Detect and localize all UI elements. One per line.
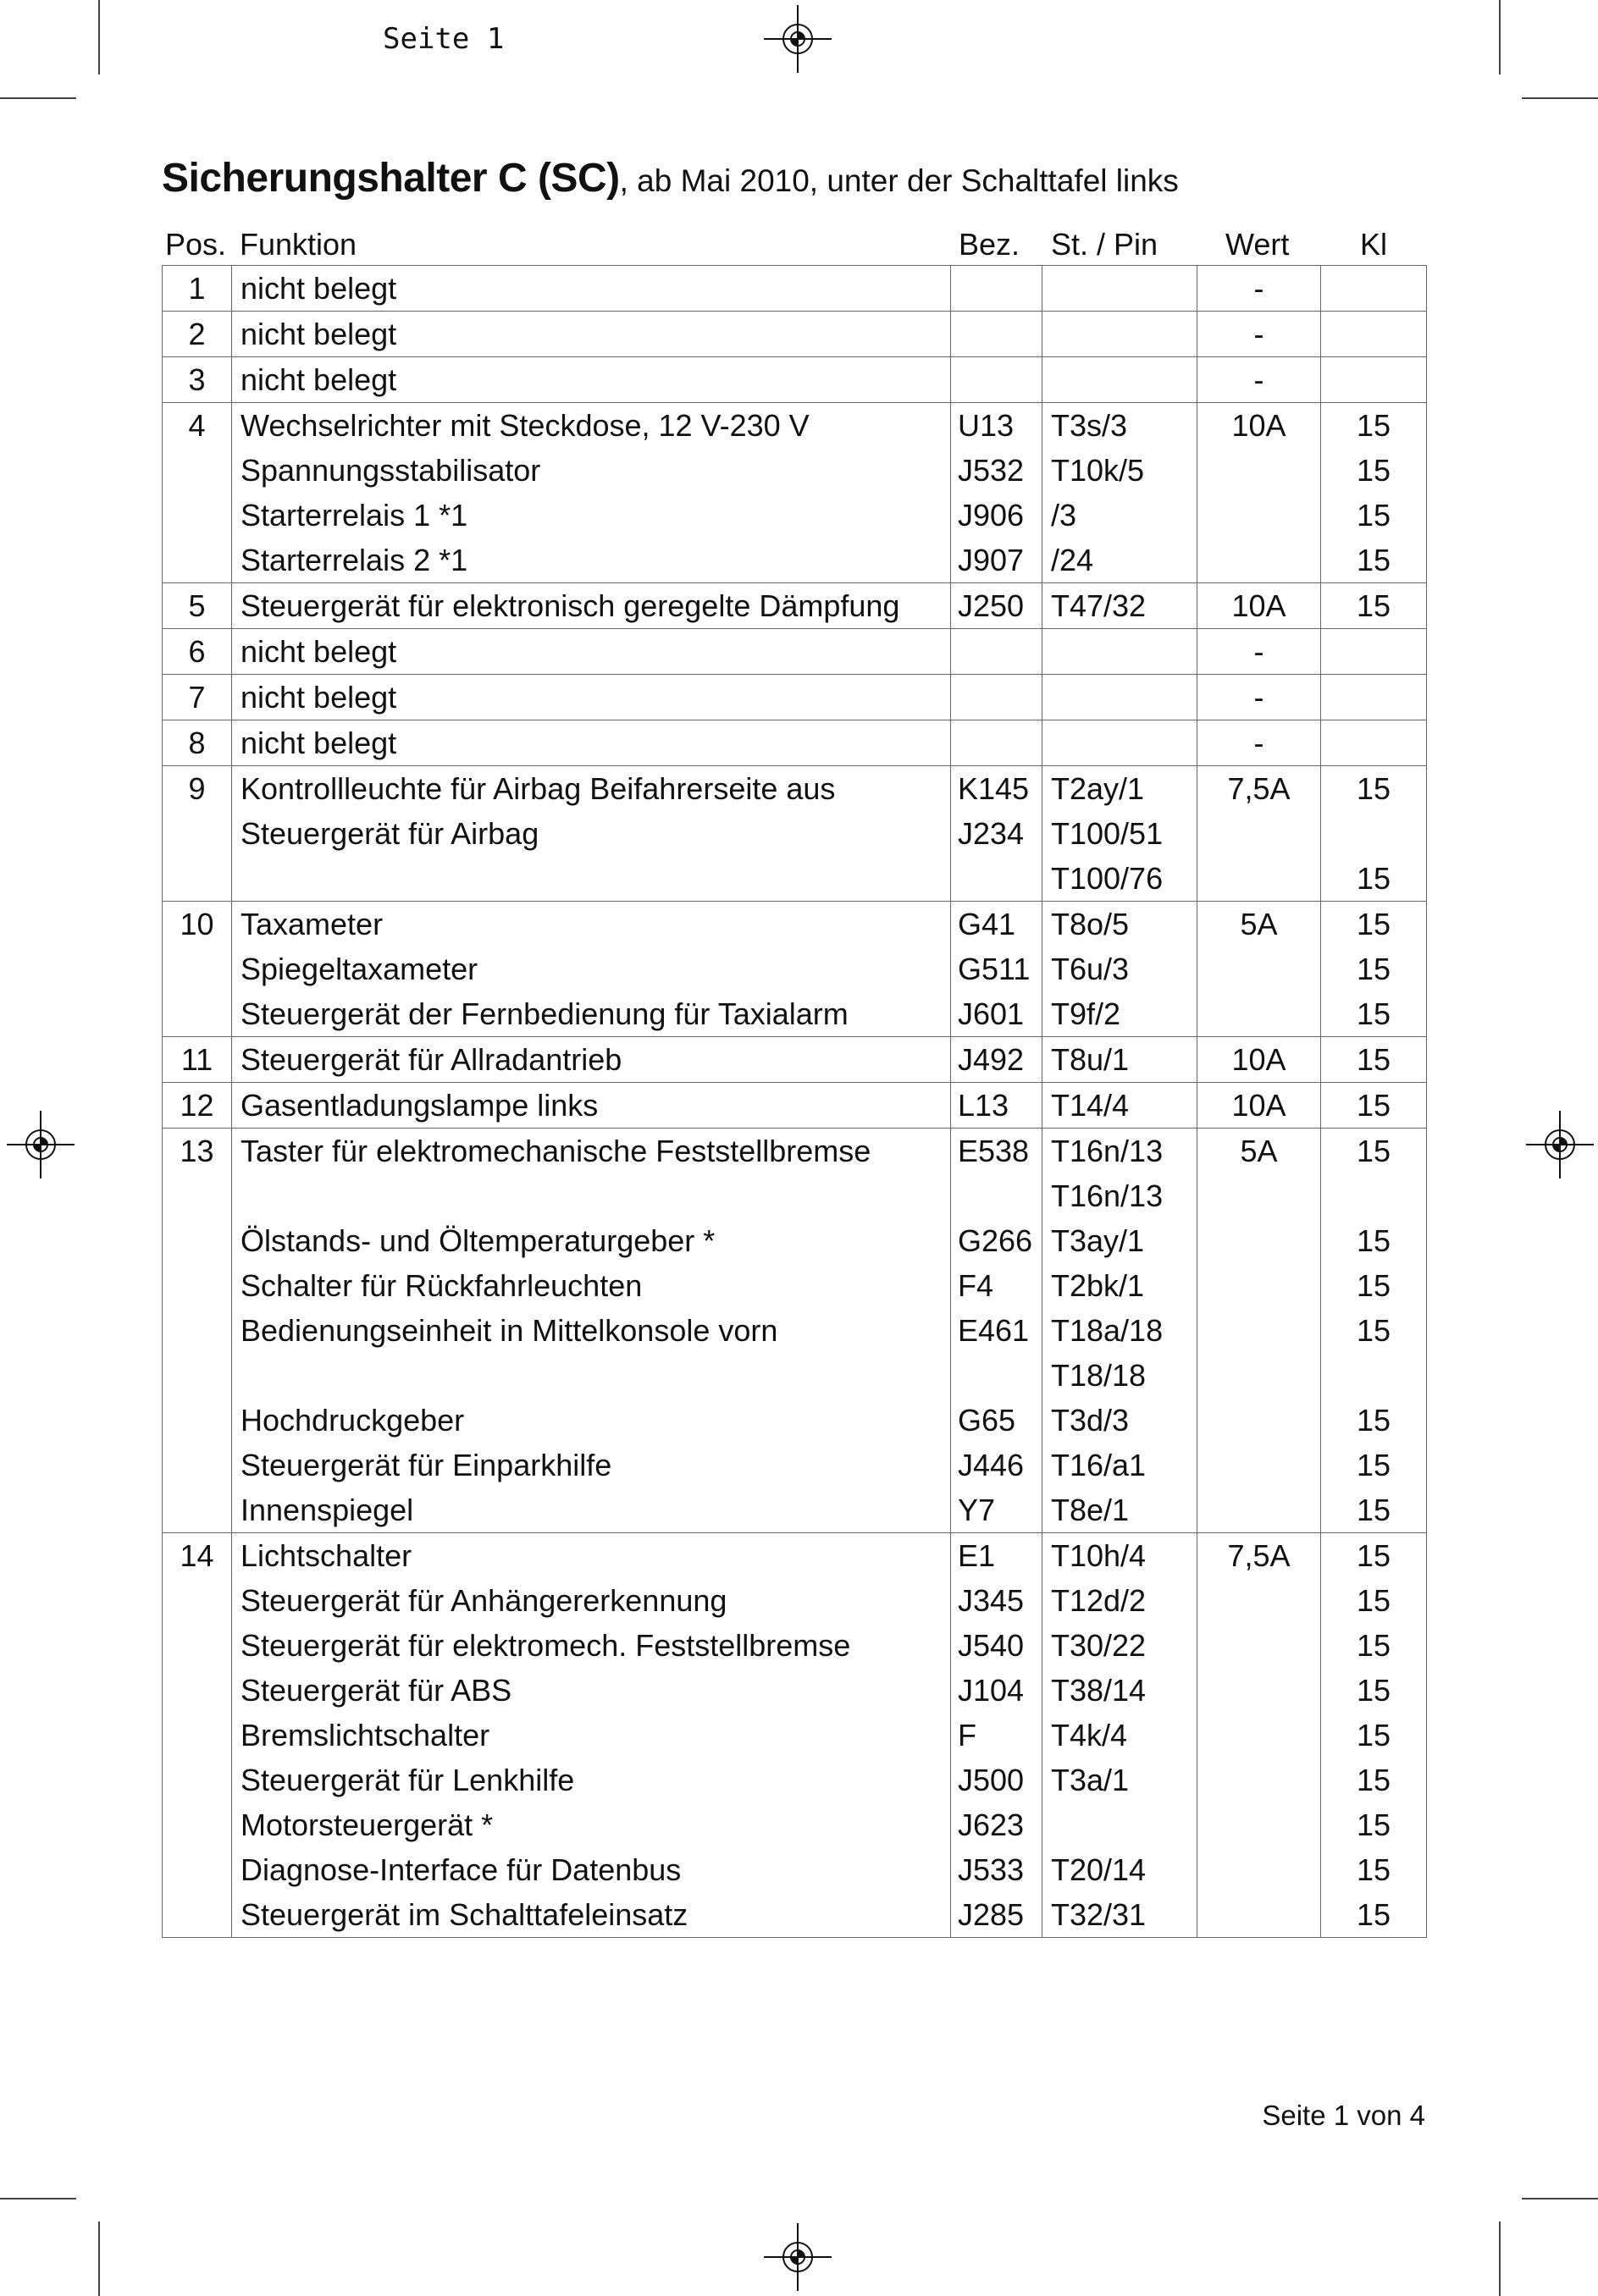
fuse-position — [163, 947, 232, 991]
crop-mark — [1499, 2221, 1501, 2296]
page-footer: Seite 1 von 4 — [1262, 2100, 1425, 2131]
connector-pin-cell: T18/18 — [1042, 1353, 1197, 1398]
fuse-value-cell — [1197, 1398, 1321, 1443]
terminal-cell: 15 — [1321, 448, 1427, 493]
function-cell: Diagnose-Interface für Datenbus — [232, 1847, 951, 1892]
table-row — [163, 1037, 1427, 1083]
fuse-value-cell: - — [1197, 266, 1321, 312]
fuse-value-cell — [1197, 1487, 1321, 1533]
designation-cell: J234 — [951, 811, 1042, 856]
table-row — [163, 403, 1427, 449]
connector-pin-cell — [1042, 629, 1197, 675]
function-cell: Steuergerät für Anhängererkennung — [232, 1578, 951, 1623]
table-row — [163, 1443, 1427, 1487]
fuse-position — [163, 1847, 232, 1892]
designation-cell — [951, 1353, 1042, 1398]
connector-pin-cell: T8u/1 — [1042, 1037, 1197, 1083]
designation-cell — [951, 357, 1042, 403]
connector-pin-cell: T20/14 — [1042, 1847, 1197, 1892]
designation-cell: K145 — [951, 766, 1042, 812]
fuse-value-cell — [1197, 1623, 1321, 1668]
column-header-pos: Pos. — [165, 227, 227, 262]
crop-mark — [1522, 2198, 1598, 2199]
fuse-value-cell — [1197, 1758, 1321, 1802]
designation-cell — [951, 856, 1042, 902]
crop-mark — [1499, 0, 1501, 75]
crop-mark — [0, 97, 76, 99]
connector-pin-cell: T30/22 — [1042, 1623, 1197, 1668]
connector-pin-cell: T8e/1 — [1042, 1487, 1197, 1533]
designation-cell: E461 — [951, 1308, 1042, 1353]
fuse-value-cell — [1197, 448, 1321, 493]
table-row — [163, 1758, 1427, 1802]
table-row — [163, 1892, 1427, 1938]
designation-cell: G41 — [951, 902, 1042, 947]
column-header-pin: St. / Pin — [1051, 227, 1158, 262]
fuse-value-cell: 5A — [1197, 902, 1321, 947]
table-column-headers — [162, 222, 1425, 264]
connector-pin-cell — [1042, 312, 1197, 357]
connector-pin-cell: T8o/5 — [1042, 902, 1197, 947]
connector-pin-cell — [1042, 266, 1197, 312]
table-row — [163, 1308, 1427, 1353]
column-header-wert: Wert — [1225, 227, 1290, 262]
fuse-position — [163, 1668, 232, 1713]
function-cell: Taster für elektromechanische Feststellbremse — [232, 1129, 951, 1174]
fuse-group — [163, 1129, 1427, 1533]
designation-cell: E1 — [951, 1533, 1042, 1579]
function-cell: Bedienungseinheit in Mittelkonsole vorn — [232, 1308, 951, 1353]
fuse-value-cell: - — [1197, 675, 1321, 720]
fuse-value-cell — [1197, 1802, 1321, 1847]
fuse-group — [163, 266, 1427, 312]
page-title-sub: , ab Mai 2010, unter der Schalttafel links — [619, 163, 1179, 198]
function-cell: Kontrollleuchte für Airbag Beifahrerseite aus — [232, 766, 951, 812]
table-row — [163, 766, 1427, 812]
connector-pin-cell: /24 — [1042, 538, 1197, 583]
designation-cell: J250 — [951, 583, 1042, 629]
designation-cell: G266 — [951, 1218, 1042, 1263]
table-row — [163, 357, 1427, 403]
function-cell: nicht belegt — [232, 312, 951, 357]
function-cell: Hochdruckgeber — [232, 1398, 951, 1443]
terminal-cell: 15 — [1321, 947, 1427, 991]
function-cell: nicht belegt — [232, 675, 951, 720]
fuse-value-cell: 10A — [1197, 1083, 1321, 1129]
fuse-value-cell: 10A — [1197, 583, 1321, 629]
fuse-position: 4 — [163, 403, 232, 449]
fuse-group — [163, 629, 1427, 675]
connector-pin-cell: T10k/5 — [1042, 448, 1197, 493]
terminal-cell: 15 — [1321, 1623, 1427, 1668]
terminal-cell — [1321, 811, 1427, 856]
function-cell: Ölstands- und Öltemperaturgeber * — [232, 1218, 951, 1263]
table-row — [163, 312, 1427, 357]
crop-mark — [98, 0, 100, 75]
fuse-position — [163, 1263, 232, 1308]
function-cell: Spiegeltaxameter — [232, 947, 951, 991]
terminal-cell: 15 — [1321, 1129, 1427, 1174]
page-title-main: Sicherungshalter C (SC) — [162, 156, 620, 201]
connector-pin-cell: T6u/3 — [1042, 947, 1197, 991]
terminal-cell: 15 — [1321, 1443, 1427, 1487]
designation-cell: J500 — [951, 1758, 1042, 1802]
fuse-position: 6 — [163, 629, 232, 675]
terminal-cell: 15 — [1321, 1847, 1427, 1892]
fuse-position: 13 — [163, 1129, 232, 1174]
fuse-position — [163, 1353, 232, 1398]
designation-cell: E538 — [951, 1129, 1042, 1174]
function-cell: Steuergerät der Fernbedienung für Taxialarm — [232, 991, 951, 1037]
connector-pin-cell: T9f/2 — [1042, 991, 1197, 1037]
fuse-position: 3 — [163, 357, 232, 403]
fuse-group — [163, 403, 1427, 583]
connector-pin-cell: T38/14 — [1042, 1668, 1197, 1713]
terminal-cell — [1321, 1353, 1427, 1398]
table-row — [163, 1802, 1427, 1847]
connector-pin-cell: T12d/2 — [1042, 1578, 1197, 1623]
fuse-group — [163, 583, 1427, 629]
terminal-cell: 15 — [1321, 1802, 1427, 1847]
fuse-group — [163, 675, 1427, 720]
terminal-cell — [1321, 629, 1427, 675]
function-cell: nicht belegt — [232, 266, 951, 312]
terminal-cell: 15 — [1321, 1892, 1427, 1938]
designation-cell: G511 — [951, 947, 1042, 991]
table-row — [163, 1578, 1427, 1623]
fuse-value-cell: 7,5A — [1197, 1533, 1321, 1579]
fuse-position: 8 — [163, 720, 232, 766]
fuse-group — [163, 902, 1427, 1037]
function-cell: Starterrelais 2 *1 — [232, 538, 951, 583]
fuse-position — [163, 1892, 232, 1938]
connector-pin-cell: T16/a1 — [1042, 1443, 1197, 1487]
fuse-position — [163, 1623, 232, 1668]
terminal-cell — [1321, 675, 1427, 720]
fuse-position — [163, 991, 232, 1037]
connector-pin-cell: T3ay/1 — [1042, 1218, 1197, 1263]
terminal-cell: 15 — [1321, 1308, 1427, 1353]
registration-crosshair-icon — [1526, 1111, 1594, 1178]
table-row — [163, 1487, 1427, 1533]
function-cell: Steuergerät für elektronisch geregelte Dämpfung — [232, 583, 951, 629]
connector-pin-cell — [1042, 357, 1197, 403]
terminal-cell: 15 — [1321, 583, 1427, 629]
designation-cell — [951, 629, 1042, 675]
table-row — [163, 1083, 1427, 1129]
designation-cell: Y7 — [951, 1487, 1042, 1533]
designation-cell: F — [951, 1713, 1042, 1758]
terminal-cell: 15 — [1321, 1398, 1427, 1443]
designation-cell: J492 — [951, 1037, 1042, 1083]
function-cell: Wechselrichter mit Steckdose, 12 V-230 V — [232, 403, 951, 449]
function-cell: Gasentladungslampe links — [232, 1083, 951, 1129]
terminal-cell: 15 — [1321, 991, 1427, 1037]
fuse-value-cell: - — [1197, 720, 1321, 766]
fuse-value-cell — [1197, 1892, 1321, 1938]
fuse-value-cell — [1197, 538, 1321, 583]
function-cell: Starterrelais 1 *1 — [232, 493, 951, 538]
fuse-value-cell: 5A — [1197, 1129, 1321, 1174]
fuse-value-cell — [1197, 991, 1321, 1037]
fuse-position — [163, 1173, 232, 1218]
table-row — [163, 266, 1427, 312]
table-row — [163, 1263, 1427, 1308]
connector-pin-cell: T16n/13 — [1042, 1129, 1197, 1174]
designation-cell: L13 — [951, 1083, 1042, 1129]
terminal-cell — [1321, 312, 1427, 357]
fuse-position — [163, 1308, 232, 1353]
table-row — [163, 1623, 1427, 1668]
table-row — [163, 991, 1427, 1037]
function-cell: nicht belegt — [232, 720, 951, 766]
connector-pin-cell: T100/51 — [1042, 811, 1197, 856]
connector-pin-cell: T2bk/1 — [1042, 1263, 1197, 1308]
fuse-value-cell — [1197, 1173, 1321, 1218]
function-cell: Steuergerät für Einparkhilfe — [232, 1443, 951, 1487]
function-cell: Taxameter — [232, 902, 951, 947]
fuse-position — [163, 1713, 232, 1758]
column-header-kl: Kl — [1360, 227, 1388, 262]
function-cell: Bremslichtschalter — [232, 1713, 951, 1758]
fuse-position — [163, 1398, 232, 1443]
fuse-position — [163, 1487, 232, 1533]
function-cell: Steuergerät für ABS — [232, 1668, 951, 1713]
column-header-funktion: Funktion — [240, 227, 357, 262]
designation-cell — [951, 266, 1042, 312]
terminal-cell: 15 — [1321, 1083, 1427, 1129]
fuse-value-cell: - — [1197, 629, 1321, 675]
table-row — [163, 1713, 1427, 1758]
function-cell: Schalter für Rückfahrleuchten — [232, 1263, 951, 1308]
fuse-value-cell: 7,5A — [1197, 766, 1321, 812]
fuse-position — [163, 1758, 232, 1802]
connector-pin-cell: T47/32 — [1042, 583, 1197, 629]
function-cell: Innenspiegel — [232, 1487, 951, 1533]
function-cell — [232, 1353, 951, 1398]
designation-cell: J623 — [951, 1802, 1042, 1847]
function-cell: Steuergerät im Schalttafeleinsatz — [232, 1892, 951, 1938]
terminal-cell: 15 — [1321, 1037, 1427, 1083]
function-cell: Steuergerät für elektromech. Feststellbremse — [232, 1623, 951, 1668]
fuse-group — [163, 312, 1427, 357]
connector-pin-cell: T3s/3 — [1042, 403, 1197, 449]
fuse-position — [163, 538, 232, 583]
table-row — [163, 856, 1427, 902]
fuse-position — [163, 811, 232, 856]
designation-cell: J345 — [951, 1578, 1042, 1623]
fuse-position — [163, 493, 232, 538]
terminal-cell — [1321, 357, 1427, 403]
terminal-cell: 15 — [1321, 1487, 1427, 1533]
registration-crosshair-icon — [7, 1111, 75, 1178]
connector-pin-cell: T4k/4 — [1042, 1713, 1197, 1758]
table-row — [163, 811, 1427, 856]
connector-pin-cell — [1042, 720, 1197, 766]
fuse-position — [163, 1578, 232, 1623]
terminal-cell: 15 — [1321, 1758, 1427, 1802]
designation-cell: J532 — [951, 448, 1042, 493]
connector-pin-cell: T32/31 — [1042, 1892, 1197, 1938]
table-row — [163, 720, 1427, 766]
designation-cell: J533 — [951, 1847, 1042, 1892]
table-row — [163, 629, 1427, 675]
connector-pin-cell: T10h/4 — [1042, 1533, 1197, 1579]
terminal-cell: 15 — [1321, 766, 1427, 812]
terminal-cell: 15 — [1321, 1218, 1427, 1263]
fuse-position: 2 — [163, 312, 232, 357]
fuse-value-cell: - — [1197, 357, 1321, 403]
fuse-value-cell — [1197, 1263, 1321, 1308]
crop-mark — [0, 2198, 76, 2199]
function-cell: Motorsteuergerät * — [232, 1802, 951, 1847]
designation-cell: J906 — [951, 493, 1042, 538]
designation-cell: J907 — [951, 538, 1042, 583]
fuse-value-cell — [1197, 1218, 1321, 1263]
fuse-position — [163, 1443, 232, 1487]
table-row — [163, 538, 1427, 583]
table-row — [163, 675, 1427, 720]
fuse-value-cell — [1197, 1308, 1321, 1353]
registration-crosshair-icon — [764, 2223, 832, 2291]
table-row — [163, 1668, 1427, 1713]
designation-cell — [951, 1173, 1042, 1218]
connector-pin-cell: T16n/13 — [1042, 1173, 1197, 1218]
registration-crosshair-icon — [764, 5, 832, 73]
fuse-group — [163, 1083, 1427, 1129]
function-cell: nicht belegt — [232, 629, 951, 675]
table-row — [163, 1218, 1427, 1263]
terminal-cell — [1321, 720, 1427, 766]
fuse-table — [162, 265, 1427, 1938]
fuse-value-cell: 10A — [1197, 403, 1321, 449]
function-cell: Steuergerät für Airbag — [232, 811, 951, 856]
terminal-cell — [1321, 266, 1427, 312]
fuse-value-cell — [1197, 811, 1321, 856]
connector-pin-cell — [1042, 675, 1197, 720]
terminal-cell — [1321, 1173, 1427, 1218]
fuse-value-cell — [1197, 1668, 1321, 1713]
fuse-value-cell: - — [1197, 312, 1321, 357]
fuse-position: 12 — [163, 1083, 232, 1129]
fuse-value-cell — [1197, 1353, 1321, 1398]
fuse-position: 14 — [163, 1533, 232, 1579]
fuse-position — [163, 448, 232, 493]
connector-pin-cell: T3a/1 — [1042, 1758, 1197, 1802]
fuse-group — [163, 357, 1427, 403]
designation-cell: F4 — [951, 1263, 1042, 1308]
fuse-group — [163, 766, 1427, 902]
fuse-value-cell — [1197, 947, 1321, 991]
table-row — [163, 902, 1427, 947]
fuse-group — [163, 720, 1427, 766]
designation-cell: J104 — [951, 1668, 1042, 1713]
table-row — [163, 1847, 1427, 1892]
page-header-label: Seite 1 — [383, 22, 505, 56]
terminal-cell: 15 — [1321, 493, 1427, 538]
connector-pin-cell: T100/76 — [1042, 856, 1197, 902]
table-row — [163, 1533, 1427, 1579]
designation-cell: J540 — [951, 1623, 1042, 1668]
designation-cell: J285 — [951, 1892, 1042, 1938]
function-cell: nicht belegt — [232, 357, 951, 403]
connector-pin-cell: T2ay/1 — [1042, 766, 1197, 812]
fuse-value-cell — [1197, 1443, 1321, 1487]
designation-cell: J446 — [951, 1443, 1042, 1487]
designation-cell: J601 — [951, 991, 1042, 1037]
fuse-value-cell — [1197, 1578, 1321, 1623]
crop-mark — [1522, 97, 1598, 99]
fuse-value-cell — [1197, 1713, 1321, 1758]
fuse-position: 9 — [163, 766, 232, 812]
function-cell: Steuergerät für Lenkhilfe — [232, 1758, 951, 1802]
page-title — [162, 155, 1179, 201]
connector-pin-cell: T18a/18 — [1042, 1308, 1197, 1353]
function-cell: Steuergerät für Allradantrieb — [232, 1037, 951, 1083]
designation-cell — [951, 720, 1042, 766]
fuse-position — [163, 1218, 232, 1263]
designation-cell: G65 — [951, 1398, 1042, 1443]
table-row — [163, 1353, 1427, 1398]
fuse-position: 11 — [163, 1037, 232, 1083]
fuse-value-cell: 10A — [1197, 1037, 1321, 1083]
fuse-position: 10 — [163, 902, 232, 947]
terminal-cell: 15 — [1321, 1263, 1427, 1308]
table-row — [163, 947, 1427, 991]
fuse-position: 5 — [163, 583, 232, 629]
crop-mark — [98, 2221, 100, 2296]
table-row — [163, 1129, 1427, 1174]
column-header-bez: Bez. — [959, 227, 1020, 262]
fuse-group — [163, 1533, 1427, 1938]
table-row — [163, 448, 1427, 493]
fuse-position: 7 — [163, 675, 232, 720]
function-cell: Spannungsstabilisator — [232, 448, 951, 493]
table-row — [163, 493, 1427, 538]
connector-pin-cell: /3 — [1042, 493, 1197, 538]
designation-cell — [951, 312, 1042, 357]
fuse-value-cell — [1197, 1847, 1321, 1892]
terminal-cell: 15 — [1321, 538, 1427, 583]
designation-cell — [951, 675, 1042, 720]
table-row — [163, 1398, 1427, 1443]
terminal-cell: 15 — [1321, 1578, 1427, 1623]
function-cell — [232, 856, 951, 902]
terminal-cell: 15 — [1321, 902, 1427, 947]
fuse-group — [163, 1037, 1427, 1083]
function-cell — [232, 1173, 951, 1218]
function-cell: Lichtschalter — [232, 1533, 951, 1579]
connector-pin-cell: T14/4 — [1042, 1083, 1197, 1129]
fuse-position — [163, 856, 232, 902]
connector-pin-cell — [1042, 1802, 1197, 1847]
terminal-cell: 15 — [1321, 1533, 1427, 1579]
terminal-cell: 15 — [1321, 403, 1427, 449]
fuse-position — [163, 1802, 232, 1847]
terminal-cell: 15 — [1321, 1668, 1427, 1713]
fuse-value-cell — [1197, 856, 1321, 902]
connector-pin-cell: T3d/3 — [1042, 1398, 1197, 1443]
terminal-cell: 15 — [1321, 856, 1427, 902]
table-row — [163, 1173, 1427, 1218]
table-row — [163, 583, 1427, 629]
fuse-position: 1 — [163, 266, 232, 312]
fuse-value-cell — [1197, 493, 1321, 538]
terminal-cell: 15 — [1321, 1713, 1427, 1758]
designation-cell: U13 — [951, 403, 1042, 449]
